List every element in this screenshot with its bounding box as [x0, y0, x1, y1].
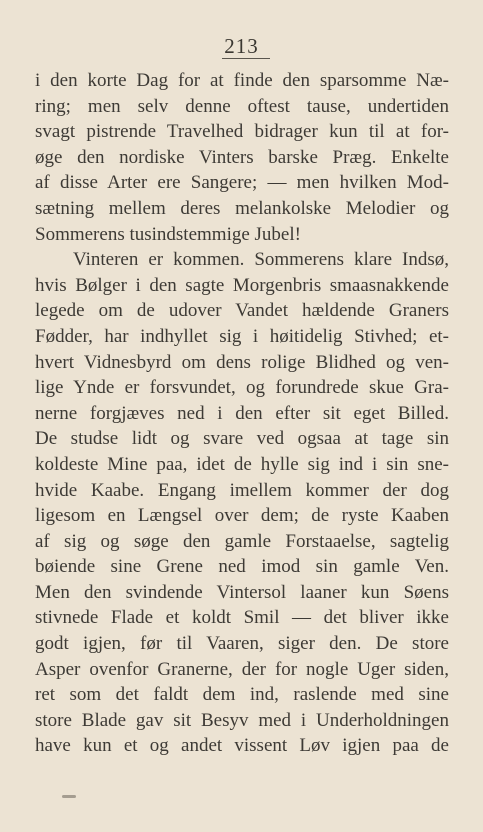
text-line: have kun et og andet vissent Løv igjen paa de	[35, 735, 449, 757]
text-line: legede om de udover Vandet hældende Graners	[35, 300, 449, 322]
page-number-rule	[222, 58, 270, 59]
text-line: store Blade gav sit Besyv med i Underholdningen	[35, 709, 449, 731]
ink-smudge	[62, 795, 76, 798]
paragraph-start-line: Vinteren er kommen. Sommerens klare Indsø,	[73, 249, 449, 271]
text-line: hvert Vidnesbyrd om dens rolige Blidhed og ven-	[35, 351, 449, 373]
text-line: af disse Arter ere Sangere; — men hvilken Mod-	[35, 172, 449, 194]
text-line: stivnede Flade et koldt Smil — det bliver ikke	[35, 607, 449, 629]
text-line: koldeste Mine paa, idet de hylle sig ind i sin sne-	[35, 453, 449, 475]
text-line: øge den nordiske Vinters barske Præg. Enkelte	[35, 146, 449, 168]
text-line: ring; men selv denne oftest tause, undertiden	[35, 95, 449, 117]
text-line: nerne forgjæves ned i den efter sit eget Billed.	[35, 402, 449, 424]
text-line: svagt pistrende Travelhed bidrager kun til at for-	[35, 121, 449, 143]
page-number: 213	[224, 34, 259, 58]
text-line: hvide Kaabe. Engang imellem kommer der dog	[35, 479, 449, 501]
text-line: godt igjen, før til Vaaren, siger den. De store	[35, 633, 449, 655]
text-line: ligesom en Længsel over dem; de ryste Kaaben	[35, 505, 449, 527]
text-line: Asper ovenfor Granerne, der for nogle Uger siden,	[35, 658, 449, 680]
body-text	[35, 68, 449, 759]
text-line: Fødder, har indhyllet sig i høitidelig Stivhed; et-	[35, 325, 449, 347]
text-line: lige Ynde er forsvundet, og forundrede skue Gra-	[35, 377, 449, 399]
text-line: sætning mellem deres melankolske Melodier og	[35, 197, 449, 219]
text-line: hvis Bølger i den sagte Morgenbris smaasnakkende	[35, 274, 449, 296]
text-line: af sig og søge den gamle Forstaaelse, sagtelig	[35, 530, 449, 552]
text-line: bøiende sine Grene ned imod sin gamle Ven.	[35, 556, 449, 578]
text-line: Men den svindende Vintersol laaner kun Søens	[35, 581, 449, 603]
paragraph-end-line: Sommerens tusindstemmige Jubel!	[35, 223, 301, 245]
text-line: De studse lidt og svare ved ogsaa at tage sin	[35, 428, 449, 450]
text-line: ret som det faldt dem ind, raslende med sine	[35, 684, 449, 706]
text-line: i den korte Dag for at finde den sparsomme Næ-	[35, 70, 449, 91]
